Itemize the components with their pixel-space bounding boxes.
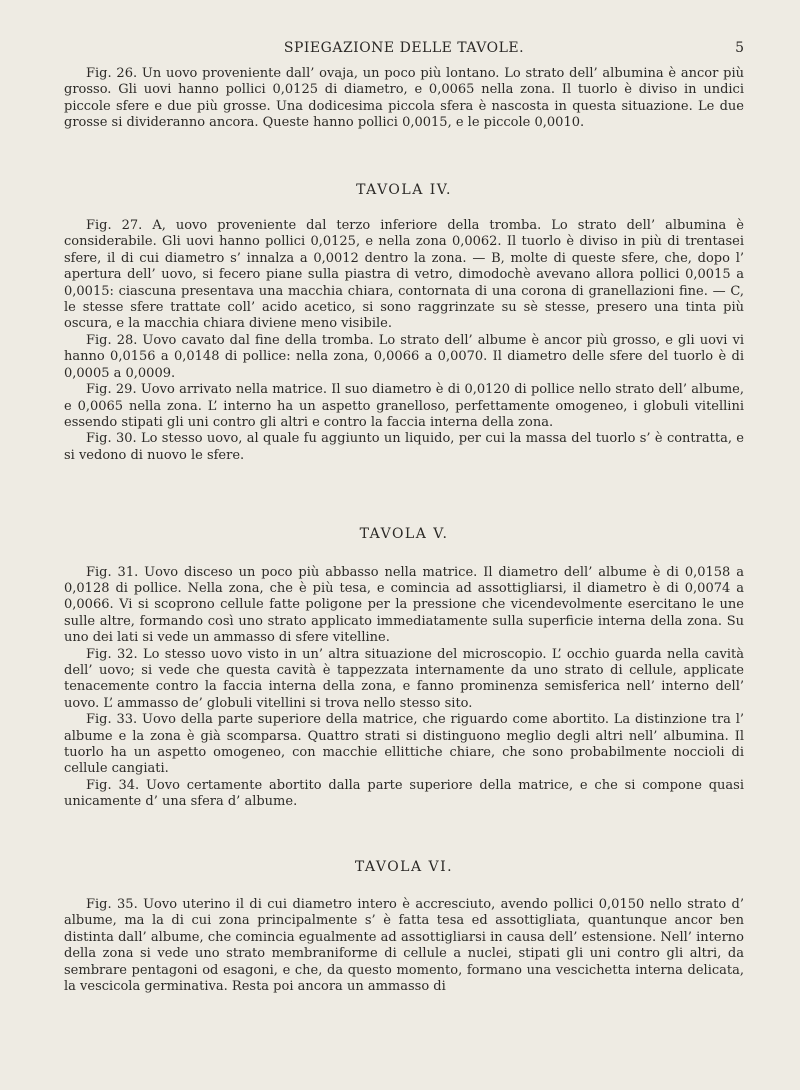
- running-head: [64, 40, 744, 62]
- paragraph-fig-26: Fig. 26. Un uovo proveniente dall’ ovaja, un poco più lontano. Lo strato dell’ albumina è ancor più grosso. Gli uovi hanno pollici 0,0125 di diametro, e 0,0065 nella zona. Il tuorlo è diviso in undici piccole sfere e due più grosse. Una dodicesima piccola sfera è nascosta in questa situazione. Le due grosse si divideranno ancora. Queste hanno pollici 0,0015, e le piccole 0,0010.: [64, 66, 744, 131]
- paragraph-fig-33: Fig. 33. Uovo della parte superiore della matrice, che riguardo come abortito. La distinzione tra l’ albume e la zona è già scomparsa. Quattro strati si distinguono meglio degli altri nell’ albumina. Il tuorlo ha un aspetto omogeneo, con macchie ellittiche chiare, che sono probabilmente noccioli di cellule cangiati.: [64, 712, 744, 777]
- paragraph-fig-27: Fig. 27. A, uovo proveniente dal terzo inferiore della tromba. Lo strato dell’ albumina è considerabile. Gli uovi hanno pollici 0,0125, e nella zona 0,0062. Il tuorlo è diviso in più di trentasei sfere, il di cui diametro s’ innalza a 0,0012 dentro la zona. — B, molte di queste sfere, che, dopo l’ apertura dell’ uovo, si fecero piane sulla piastra di vetro, dimodochè avevano allora pollici 0,0015 a 0,0015: ciascuna presentava una macchia chiara, contornata di una corona di granellazioni fine. — C, le stesse sfere trattate coll’ acido acetico, si sono raggrinzate su sè stesse, presero una tinta più oscura, e la macchia chiara diviene meno visibile.: [64, 218, 744, 332]
- page-number: 5: [735, 40, 744, 56]
- running-title: SPIEGAZIONE DELLE TAVOLE.: [283, 40, 525, 56]
- heading-tavola-iv: TAVOLA IV.: [356, 181, 452, 198]
- paragraph-fig-31: Fig. 31. Uovo disceso un poco più abbasso nella matrice. Il diametro dell’ albume è di 0,0158 a 0,0128 di pollice. Nella zona, che è più tesa, e comincia ad assottigliarsi, il diametro è di 0,0074 a 0,0066. Vi si scoprono cellule fatte poligone per la pressione che vicendevolmente esercitano le une sulle altre, formando così uno strato applicato immediatamente sulla superficie interna della zona. Su uno dei lati si vede un ammasso di sfere vitelline.: [64, 564, 744, 646]
- heading-tavola-vi: TAVOLA VI.: [354, 858, 454, 875]
- paragraph-fig-29: Fig. 29. Uovo arrivato nella matrice. Il suo diametro è di 0,0120 di pollice nello strato dell’ albume, e 0,0065 nella zona. L’ interno ha un aspetto granelloso, perfettamente omogeneo, i globuli vitellini essendo stipati gli uni contro gli altri e contro la faccia interna della zona.: [64, 382, 744, 430]
- heading-tavola-v: TAVOLA V.: [359, 526, 449, 543]
- paragraph-fig-30: Fig. 30. Lo stesso uovo, al quale fu aggiunto un liquido, per cui la massa del tuorlo s’ è contratta, e si vedono di nuovo le sfere.: [64, 431, 744, 463]
- paragraph-fig-34: Fig. 34. Uovo certamente abortito dalla parte superiore della matrice, e che si compone quasi unicamente d’ una sfera d’ albume.: [64, 777, 744, 810]
- paragraph-fig-28: Fig. 28. Uovo cavato dal fine della tromba. Lo strato dell’ albume è ancor più grosso, e gli uovi vi hanno 0,0156 a 0,0148 di pollice: nella zona, 0,0066 a 0,0070. Il diametro delle sfere del tuorlo è di 0,0005 a 0,0009.: [64, 332, 744, 381]
- paragraph-fig-35: Fig. 35. Uovo uterino il di cui diametro intero è accresciuto, avendo pollici 0,0150 nello strato d’ albume, ma la di cui zona principalmente s’ è fatta tesa ed assottigliata, quantunque ancor ben distinta dall’ albume, che comincia egualmente ad assottigliarsi in causa dell’ estensione. Nell’ interno della zona si vede uno strato membraniforme di cellule a nuclei, stipati gli uni contro gli altri, da sembrare pentagoni od esagoni, e che, da questo momento, formano una vescichetta interna delicata, la vescicola germinativa. Resta poi ancora un ammasso di: [64, 897, 744, 995]
- text-block: [64, 66, 744, 995]
- paragraph-fig-32: Fig. 32. Lo stesso uovo visto in un’ altra situazione del microscopio. L’ occhio guarda nella cavità dell’ uovo; si vede che questa cavità è tappezzata internamente da uno strato di cellule, applicate tenacemente contro la faccia interna della zona, e fanno prominenza semisferica nell’ interno dell’ uovo. L’ ammasso de’ globuli vitellini si trova nello stesso sito.: [64, 646, 744, 711]
